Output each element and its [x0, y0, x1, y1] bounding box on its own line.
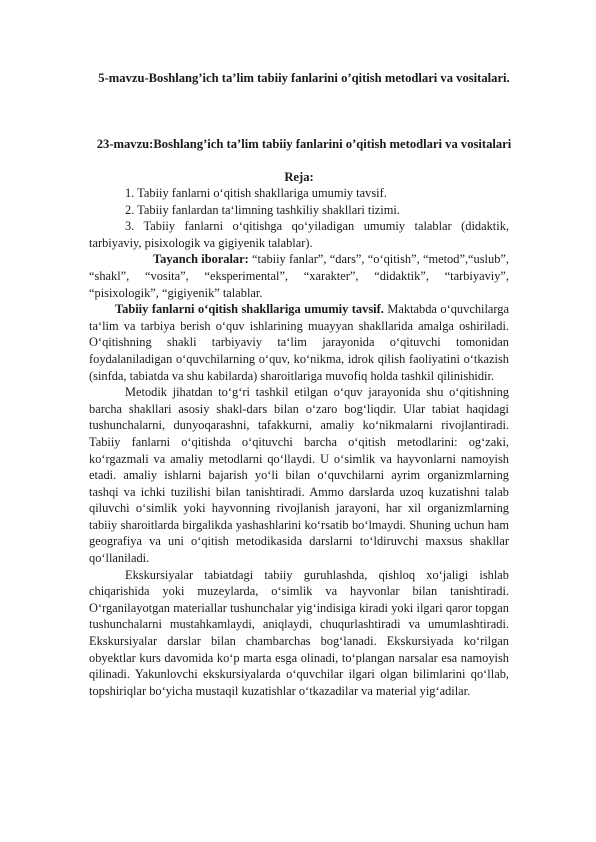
plan-heading: Reja: — [284, 170, 314, 184]
keywords-paragraph — [89, 251, 509, 301]
paragraph-methods: Metodik jihatdan to‘g‘ri tashkil etilgan o‘quv jarayonida shu o‘qitishning barcha shakllari asosiy shakl-dars bilan o‘zaro bog‘liqdir. Ular tabiat haqidagi tushunchalarni, dunyoqarashni, tafakkurni, amaliy ko‘nikmalarni rivojlantiradi. Tabiiy fanlarni o‘qitishda o‘qituvchi barcha o‘qitish metodlarini: og‘zaki, ko‘rgazmali va amaliy metodlarni qo‘llaydi. U o‘simlik va hayvonlarni namoyish etadi. amaliy ishlarni bajarish yo‘li bilan o‘quvchilarni ayrim organizmlarning tashqi va ichki tuzilishi bilan tanishtiradi. Ammo darslarda uzoq kuzatishni talab qiluvchi o‘simlik yoki hayvonning rivojlanish jarayoni, har xil organizmlarning tabiiy sharoitlarda birgalikda yashashlarini ko‘rsatib bo‘lmaydi. Shuning uchun ham geografiya va uni o‘qitish metodikasida darslarni to‘ldiruvchi maxsus shakllar qo‘llaniladi. — [89, 385, 509, 566]
section-paragraph — [89, 301, 509, 384]
section-heading: Tabiiy fanlarni o‘qitish shakllariga umumiy tavsif. — [115, 302, 384, 317]
paragraph-excursions: Ekskursiyalar tabiatdagi tabiiy guruhlashda, qishloq xo‘jaligi ishlab chiqarishida yoki muzeylarda, o‘simlik va hayvonlar bilan tanishtiradi. O‘rganilayotgan materiallar tushunchalar yig‘indisiga kiradi yoki ilgari qaror topgan tushunchalarni mustahkamlaydi, aniqlaydi, chuqurlashtiradi va umumlashtiradi. Ekskursiyalar darslar bilan chambarchas bog‘lanadi. Ekskursiyada ko‘rilgan obyektlar kurs davomida ko‘p marta esga olinadi, to‘plangan narsalar esa namoyish qilinadi. Yakunlovchi ekskursiyalarda o‘quvchilar ilgari olgan bilimlarini qo‘llab, topshiriqlar bo‘yicha mustaqil kuzatishlar o‘tkazadilar va material yig‘adilar. — [89, 567, 509, 698]
document-body — [89, 185, 509, 699]
plan-item-3: 3. Tabiiy fanlarni o‘qitishga qo‘yiladigan umumiy talablar (didaktik, tarbiyaviy, pisixologik va gigiyenik talablar). — [89, 219, 509, 250]
plan-item-2: 2. Tabiiy fanlardan ta‘limning tashkiliy shakllari tizimi. — [125, 202, 400, 217]
keywords-label: Tayanch iboralar: — [153, 252, 249, 267]
plan-item-1: 1. Tabiiy fanlarni o‘qitish shakllariga umumiy tavsif. — [125, 186, 387, 200]
keywords-text: “tabiiy fanlar”, “dars”, “o‘qitish”, “metod”,“uslub”, “shakl”, “vosita”, “eksperimental”, “xarakter”, “didaktik”, “tarbiyaviy”, “pisixologik”, “gigiyenik” talablar. — [89, 252, 509, 300]
section-intro: Maktabda o‘quvchilarga ta‘lim va tarbiya berish o‘quv ishlarining muayyan shakllarida amalga oshiriladi. O‘qitishning shakli tarbiyaviy ta‘lim jarayonida o‘qituvchi tomonidan foydalaniladigan o‘quvchilarning o‘quv, ko‘nikma, idrok qilish faoliyatini o‘tkazish (sinfda, tabiatda va shu kabilarda) sharoitlariga muvofiq holda tashkil qilinishidir. — [89, 302, 510, 383]
document-title: 5-mavzu-Boshlang’ich ta’lim tabiiy fanlarini o’qitish metodlari va vositalari. — [98, 71, 510, 85]
topic-title: 23-mavzu:Boshlang’ich ta’lim tabiiy fanlarini o’qitish metodlari va vositalari — [96, 137, 512, 151]
